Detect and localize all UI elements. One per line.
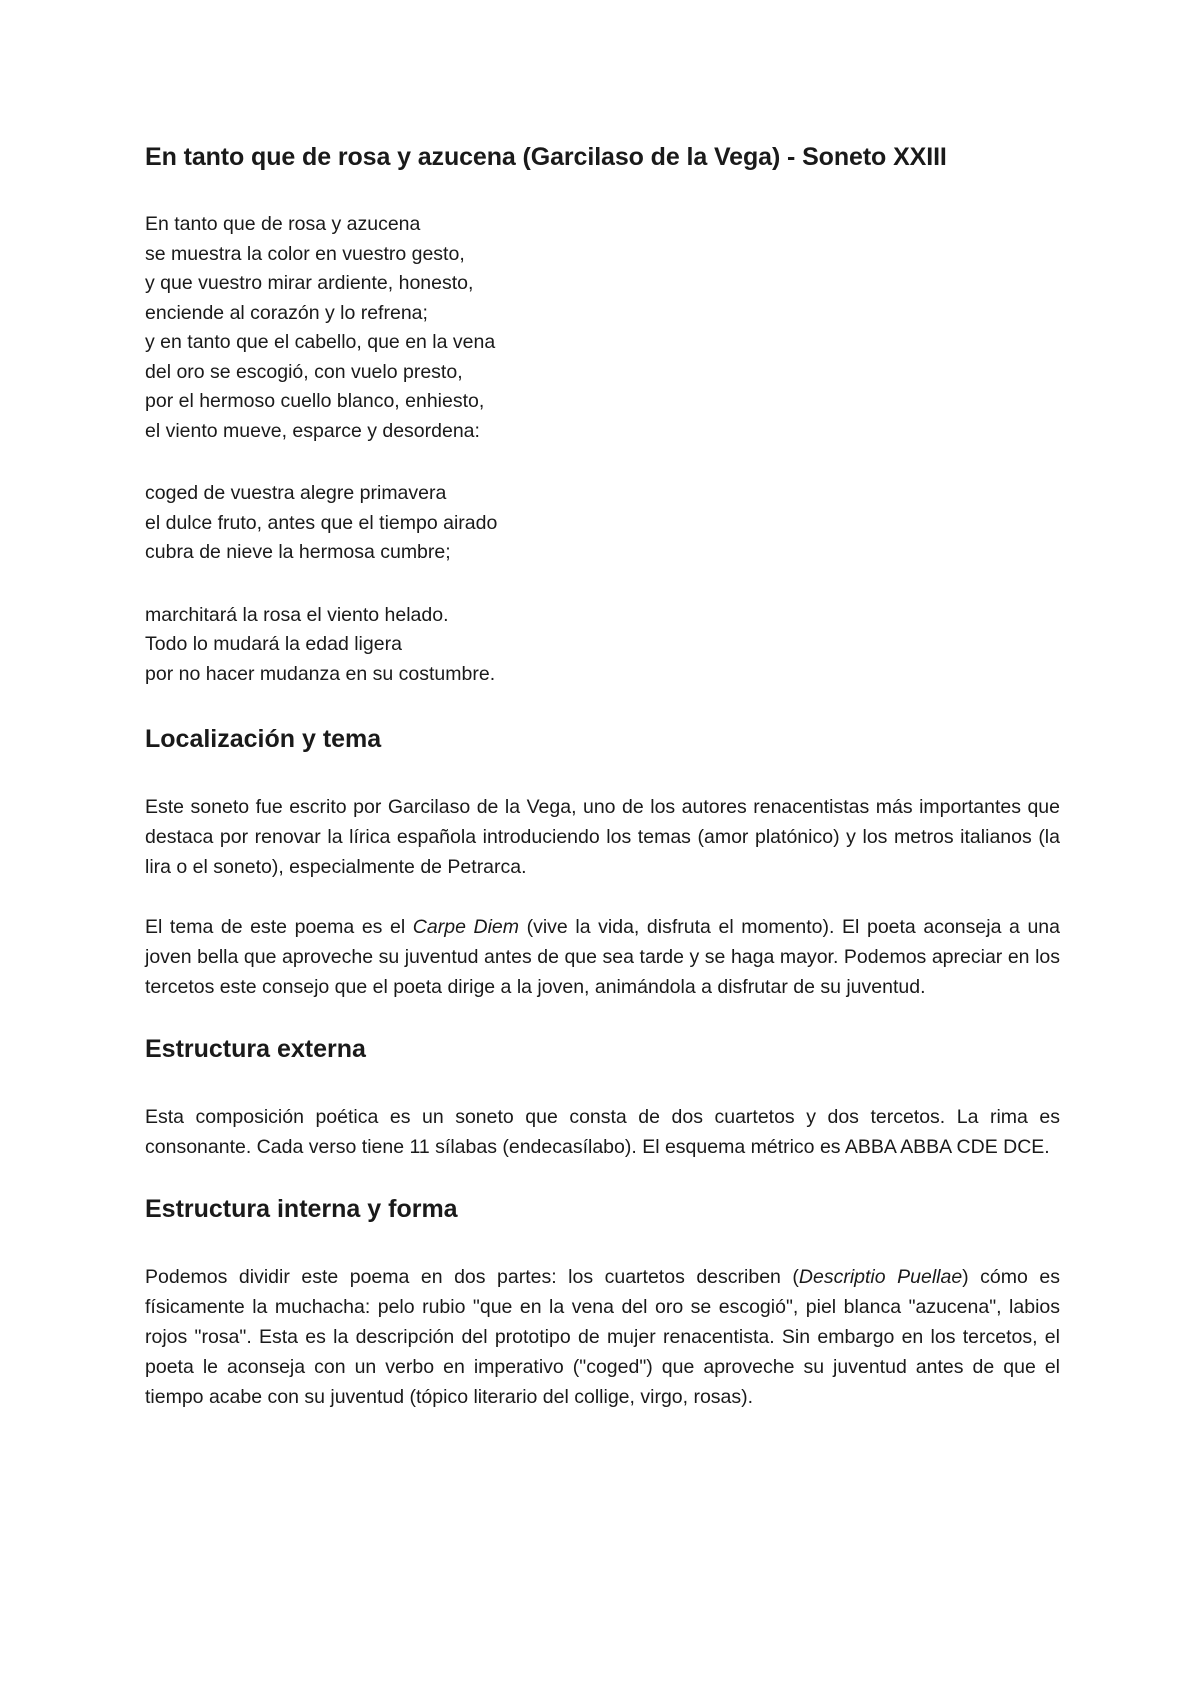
poem-verse: En tanto que de rosa y azucena [145,213,421,235]
section-heading-localizacion: Localización y tema [145,725,382,753]
paragraph-localizacion-2 [145,912,1060,1002]
poem-stanza-3 [145,601,1060,690]
poem-verse: cubra de nieve la hermosa cumbre; [145,541,451,563]
poem-verse: se muestra la color en vuestro gesto, [145,242,465,265]
emphasis-descriptio-puellae: Descriptio Puellae [798,1266,963,1288]
poem-verse: el dulce fruto, antes que el tiempo airado [145,511,498,534]
poem-stanza-2 [145,479,1060,568]
paragraph-interna-1 [145,1262,1060,1412]
paragraph-localizacion-1: Este soneto fue escrito por Garcilaso de la Vega, uno de los autores renacentistas más importantes que destaca por renovar la lírica española introduciendo los temas (amor platónico) y los metros italianos (la lira o el soneto), especialmente de Petrarca. [145,796,1060,878]
poem-verse: del oro se escogió, con vuelo presto, [145,360,463,383]
text-run: (vive la vida, disfruta el momento). El poeta aconseja a una joven bella que aproveche su juventud antes de que sea tarde y se haga mayor. Podemos apreciar en los tercetos este consejo que el poeta dirige a la joven, animándola a disfrutar de su juventud. [145,916,1060,998]
text-run: El tema de este poema es el [145,916,413,938]
emphasis-carpe-diem: Carpe Diem [412,916,520,938]
document-title: En tanto que de rosa y azucena (Garcilaso de la Vega) - Soneto XXIII [145,143,947,171]
poem-verse: marchitará la rosa el viento helado. [145,603,449,626]
paragraph-externa-1: Esta composición poética es un soneto que consta de dos cuartetos y dos tercetos. La rima es consonante. Cada verso tiene 11 sílabas (endecasílabo). El esquema métrico es ABBA ABBA CDE DCE. [145,1106,1060,1158]
section-heading-interna: Estructura interna y forma [145,1195,458,1223]
poem-verse: por no hacer mudanza en su costumbre. [145,662,496,685]
text-run: ) cómo es físicamente la muchacha: pelo rubio "que en la vena del oro se escogió", piel blanca "azucena", labios rojos "rosa". Esta es la descripción del prototipo de mujer renacentista. Sin embargo en los tercetos, el poeta le aconseja con un verbo en imperativo ("coged") que aproveche su juventud antes de que el tiempo acabe con su juventud (tópico literario del collige, virgo, rosas). [145,1266,1060,1408]
document-page [145,140,1060,1442]
poem [145,210,1060,689]
text-run: Podemos dividir este poema en dos partes: los cuartetos describen ( [145,1266,799,1288]
poem-verse: y en tanto que el cabello, que en la vena [145,331,496,353]
poem-stanza-1 [145,210,1060,446]
poem-verse: enciende al corazón y lo refrena; [145,301,428,324]
section-heading-externa: Estructura externa [145,1035,366,1063]
poem-verse: Todo lo mudará la edad ligera [145,633,402,655]
poem-verse: el viento mueve, esparce y desordena: [145,419,480,442]
poem-verse: por el hermoso cuello blanco, enhiesto, [145,390,485,412]
poem-verse: coged de vuestra alegre primavera [145,482,447,504]
poem-verse: y que vuestro mirar ardiente, honesto, [145,272,474,294]
